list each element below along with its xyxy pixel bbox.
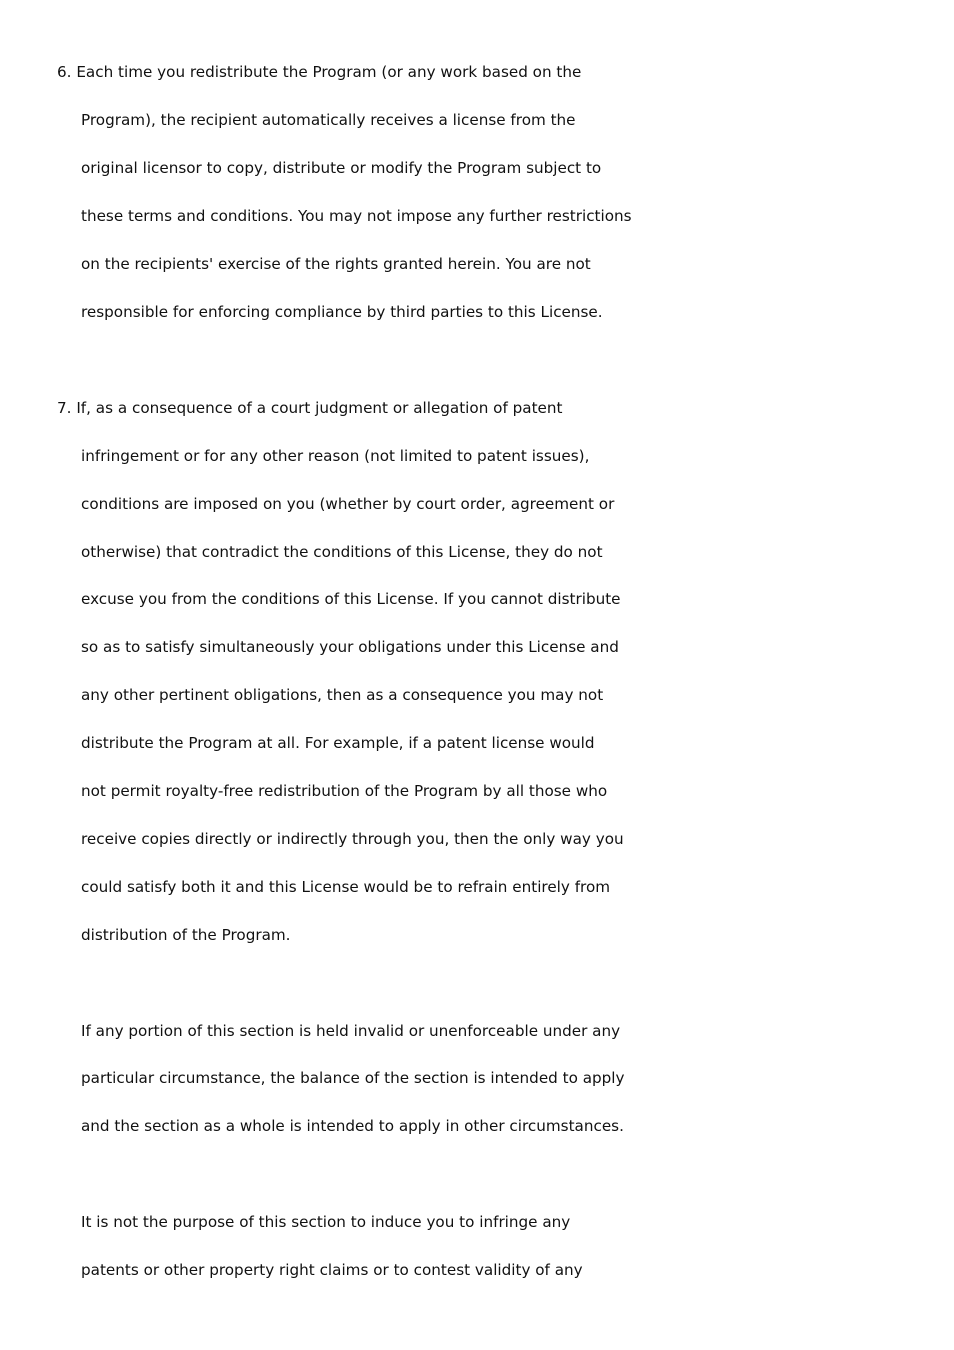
section-7-line: distribute the Program at all. For example, if a patent license would <box>81 734 595 752</box>
paragraph-line: patents or other property right claims or to contest validity of any <box>81 1261 583 1279</box>
section-7-line: so as to satisfy simultaneously your obligations under this License and <box>81 638 619 656</box>
section-7-line: conditions are imposed on you (whether by court order, agreement or <box>81 495 615 513</box>
section-7-line: any other pertinent obligations, then as a consequence you may not <box>81 686 604 704</box>
section-7-line: receive copies directly or indirectly through you, then the only way you <box>81 830 624 848</box>
paragraph-line: If any portion of this section is held invalid or unenforceable under any <box>81 1022 621 1040</box>
section-7-line: otherwise) that contradict the conditions of this License, they do not <box>81 543 603 561</box>
section-6-line: on the recipients' exercise of the rights granted herein. You are not <box>81 255 591 273</box>
section-6-line: responsible for enforcing compliance by third parties to this License. <box>81 303 603 321</box>
section-6-line: original licensor to copy, distribute or modify the Program subject to <box>81 159 602 177</box>
section-7-line: excuse you from the conditions of this License. If you cannot distribute <box>81 590 621 608</box>
section-6-line: these terms and conditions. You may not impose any further restrictions <box>81 207 632 225</box>
paragraph-line: particular circumstance, the balance of the section is intended to apply <box>81 1069 625 1087</box>
section-6-line: 6. Each time you redistribute the Program (or any work based on the <box>57 63 582 81</box>
section-7-line: distribution of the Program. <box>81 926 291 944</box>
section-7-line: could satisfy both it and this License would be to refrain entirely from <box>81 878 611 896</box>
section-7-line: not permit royalty-free redistribution of the Program by all those who <box>81 782 608 800</box>
section-7-line: infringement or for any other reason (not limited to patent issues), <box>81 447 590 465</box>
paragraph-line: and the section as a whole is intended to apply in other circumstances. <box>81 1117 624 1135</box>
section-7-line: 7. If, as a consequence of a court judgment or allegation of patent <box>57 399 563 417</box>
section-6-line: Program), the recipient automatically receives a license from the <box>81 111 576 129</box>
paragraph-line: It is not the purpose of this section to induce you to infringe any <box>81 1213 571 1231</box>
